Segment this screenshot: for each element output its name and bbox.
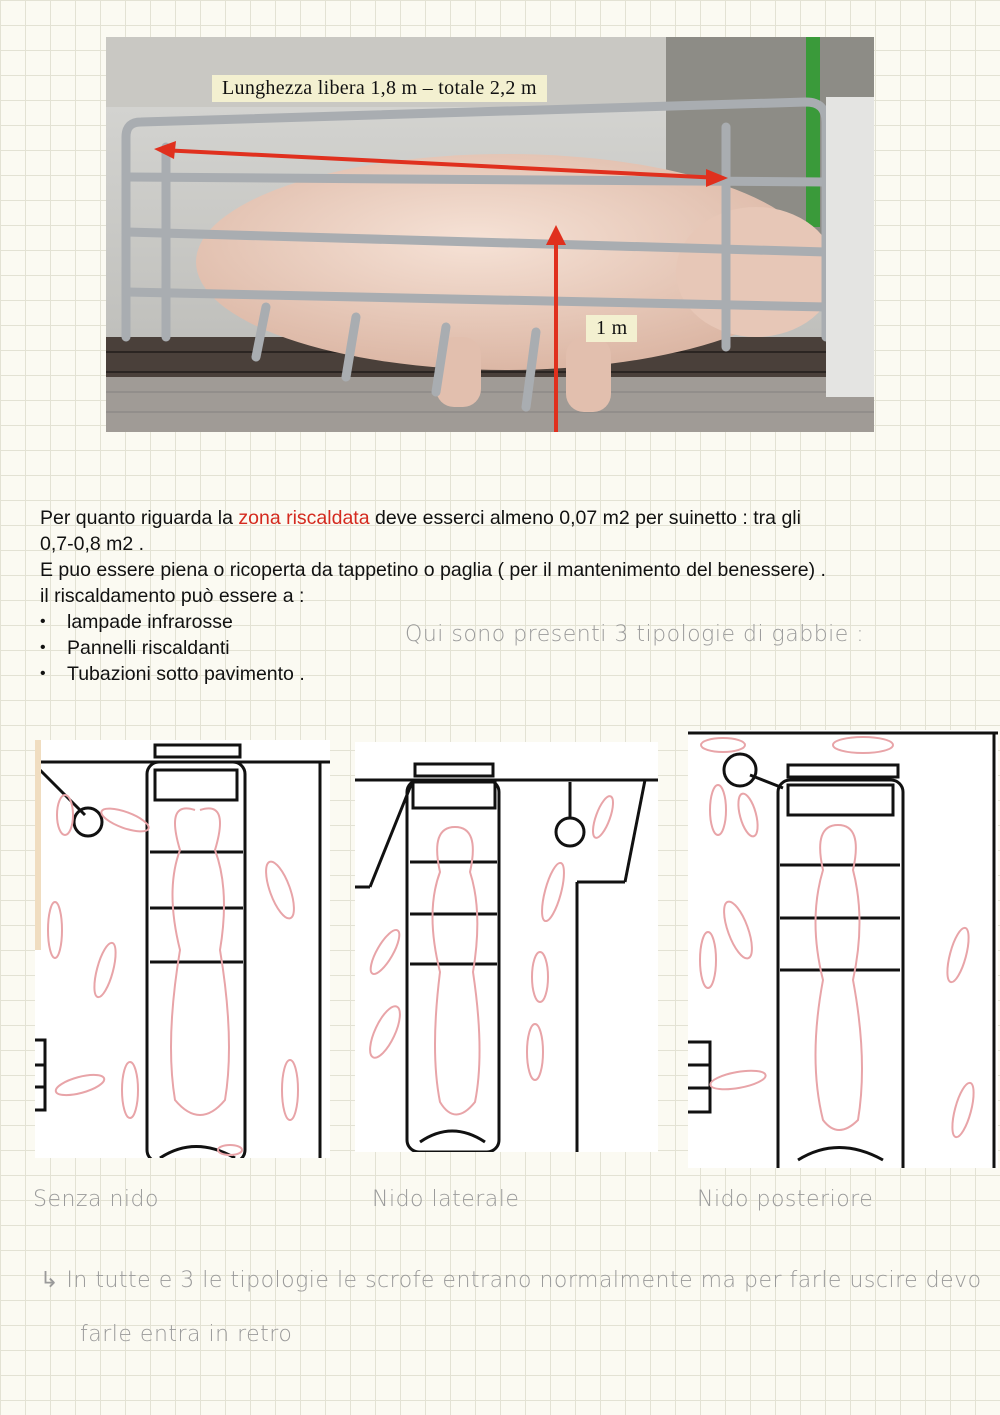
paragraph-line-4: il riscaldamento può essere a :: [40, 585, 305, 607]
plan-nido-posteriore: [688, 730, 998, 1168]
caption-nido-posteriore: Nido posteriore: [697, 1187, 874, 1212]
handwritten-note-line-2: farle entra in retro: [80, 1322, 293, 1347]
sow-crate-photo: [106, 37, 874, 432]
plan-senza-nido: [35, 740, 330, 1158]
handwritten-note-line-1: ↳ In tutte e 3 le tipologie le scrofe entrano normalmente ma per farle uscire devo: [40, 1268, 982, 1293]
paragraph-line-3: E puo essere piena o ricoperta da tappetino o paglia ( per il mantenimento del benessere) .: [40, 559, 826, 581]
paragraph-line-2: 0,7-0,8 m2 .: [40, 533, 145, 555]
caption-senza-nido: Senza nido: [33, 1187, 159, 1212]
caption-nido-laterale: Nido laterale: [372, 1187, 520, 1212]
plan-nido-laterale: [355, 742, 658, 1152]
list-item: • lampade infrarosse: [40, 609, 970, 635]
line1-before: Per quanto riguarda la: [40, 507, 239, 529]
heating-list: [40, 609, 970, 687]
handwritten-intro: Qui sono presenti 3 tipologie di gabbie :: [405, 622, 865, 647]
paragraph-line-1: [40, 505, 970, 531]
line1-after: deve esserci almeno 0,07 m2 per suinetto : tra gli: [369, 507, 801, 529]
list-item: • Tubazioni sotto pavimento .: [40, 661, 970, 687]
list-item: • Pannelli riscaldanti: [40, 635, 970, 661]
heated-zone-highlight: zona riscaldata: [238, 507, 370, 529]
height-label: 1 m: [586, 315, 637, 342]
heated-zone-text: [40, 505, 970, 687]
length-label: Lunghezza libera 1,8 m – totale 2,2 m: [212, 75, 547, 102]
